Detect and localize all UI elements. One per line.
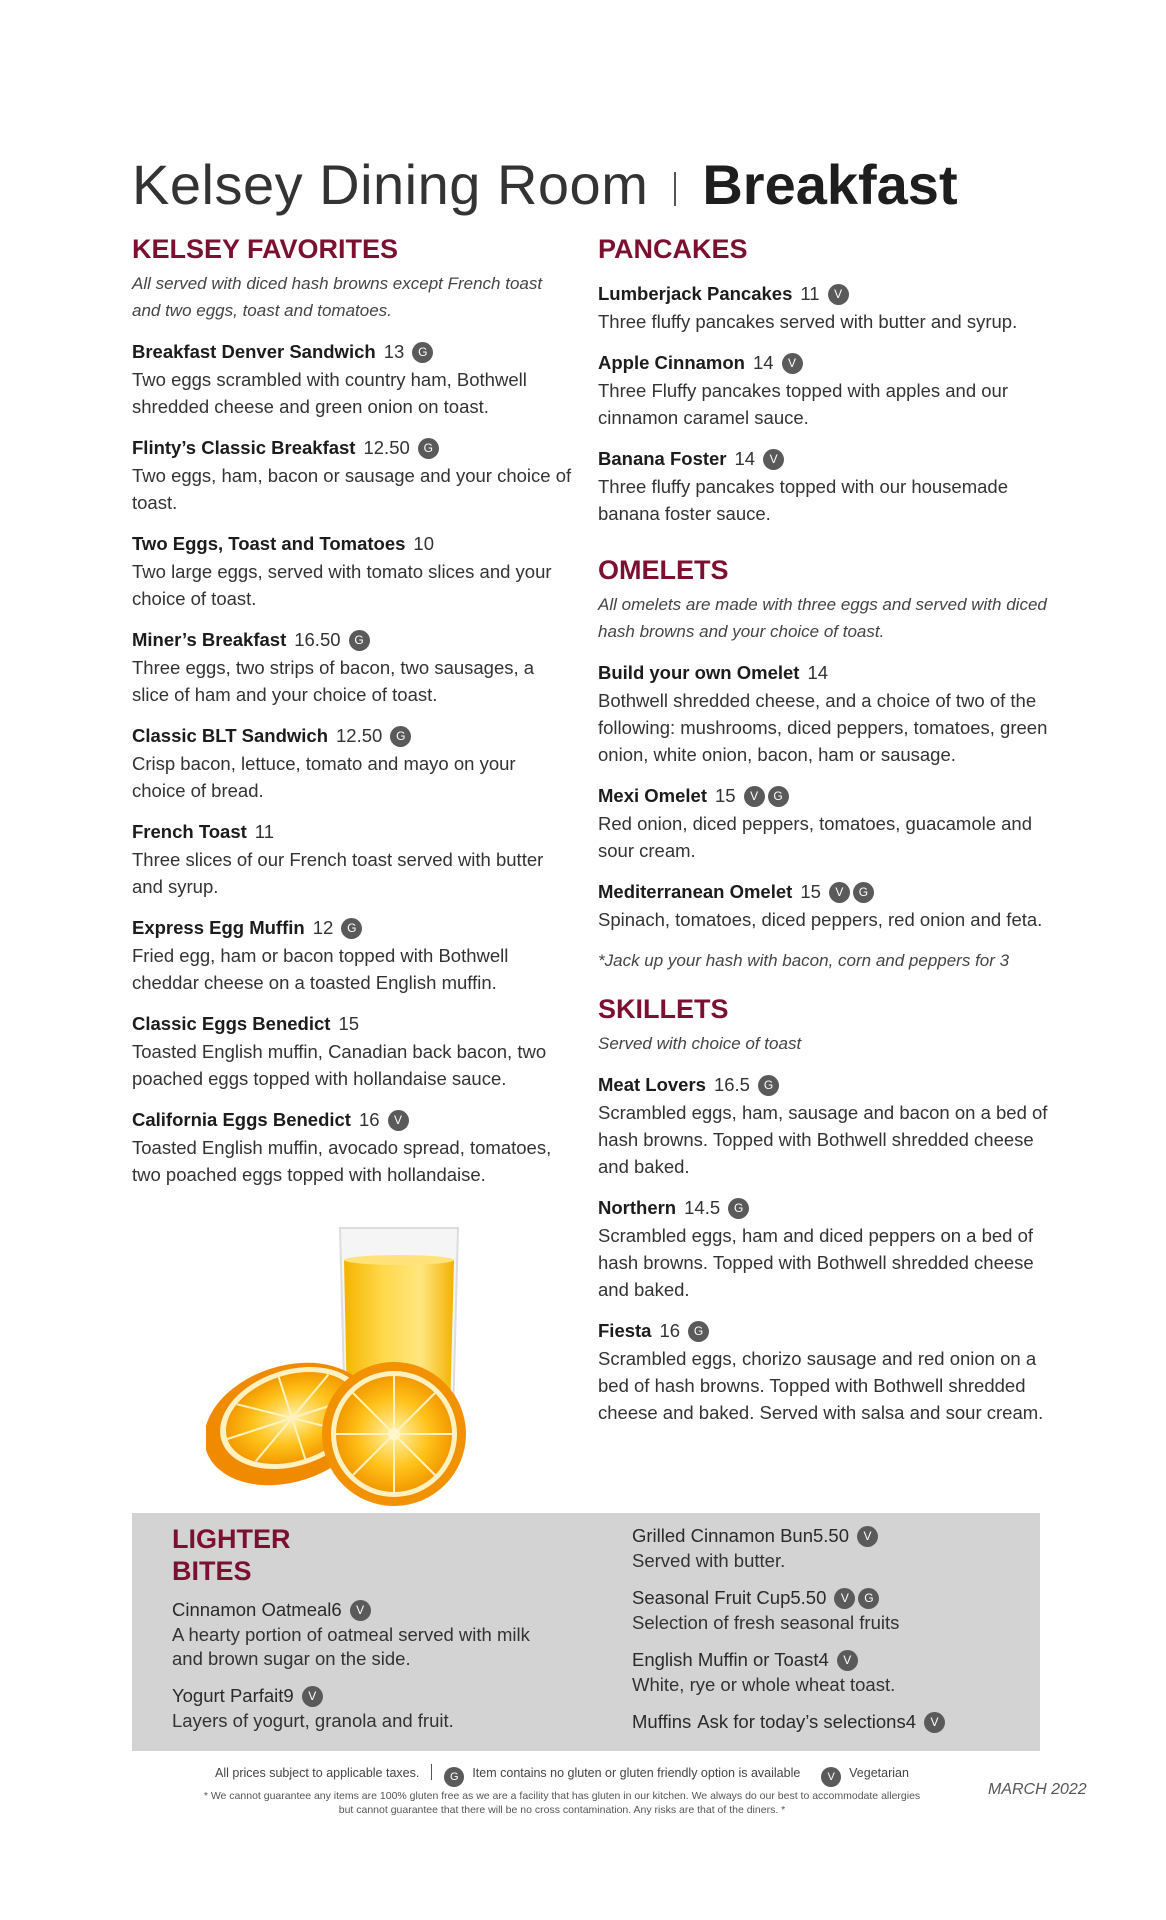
- section-omelets: [598, 553, 1048, 974]
- item-description: Three fluffy pancakes topped with our housemade banana foster sauce.: [598, 476, 1008, 524]
- menu-item: [172, 1597, 532, 1671]
- section-heading: LIGHTER BITES: [172, 1524, 291, 1586]
- menu-item-header: [632, 1523, 1022, 1549]
- vegetarian-badge-icon: V: [834, 1588, 855, 1609]
- menu-item-header: [632, 1647, 1022, 1673]
- gluten-legend-text: Item contains no gluten or gluten friendly option is available: [472, 1766, 801, 1780]
- menu-item-header: [132, 722, 572, 750]
- item-name: Two Eggs, Toast and Tomatoes: [132, 533, 406, 554]
- menu-item-header: [132, 434, 572, 462]
- menu-item: [632, 1647, 1022, 1697]
- item-price: 9: [283, 1685, 294, 1706]
- item-name: Flinty’s Classic Breakfast: [132, 437, 356, 458]
- section-heading: OMELETS: [598, 555, 729, 585]
- footer: [132, 1764, 992, 1817]
- menu-item: [632, 1709, 1022, 1735]
- item-price: 4: [905, 1711, 916, 1732]
- item-price: 11: [254, 821, 275, 842]
- menu-item: [632, 1585, 1022, 1635]
- menu-item-header: [132, 914, 572, 942]
- title-divider: [674, 172, 676, 206]
- item-description: Spinach, tomatoes, diced peppers, red onion and feta.: [598, 909, 1043, 930]
- item-price: 15: [338, 1013, 360, 1034]
- item-description: Toasted English muffin, avocado spread, tomatoes, two poached eggs topped with hollandaise.: [132, 1137, 552, 1185]
- menu-item-header: [598, 280, 1048, 308]
- section-heading: KELSEY FAVORITES: [132, 234, 399, 264]
- menu-list: [598, 280, 1048, 527]
- menu-item-header: [172, 1683, 532, 1709]
- section-kelsey-favorites: [132, 232, 572, 1188]
- menu-item: [598, 349, 1048, 431]
- menu-item-header: [132, 1010, 572, 1038]
- section-heading: SKILLETS: [598, 994, 729, 1024]
- item-price: 5.50: [790, 1587, 827, 1608]
- menu-item: [598, 280, 1048, 335]
- item-price: 5.50: [812, 1525, 849, 1546]
- vegetarian-badge-icon: V: [829, 882, 850, 903]
- gluten-friendly-badge-icon: G: [688, 1321, 709, 1342]
- gluten-friendly-badge-icon: G: [853, 882, 874, 903]
- gluten-friendly-badge-icon: G: [858, 1588, 879, 1609]
- item-name: Mexi Omelet: [598, 785, 707, 806]
- right-column: [598, 232, 1048, 1426]
- gluten-friendly-badge-icon: G: [728, 1198, 749, 1219]
- item-price: 12: [312, 917, 334, 938]
- footer-divider: [431, 1764, 432, 1780]
- menu-item-header: [132, 818, 572, 846]
- item-description: Toasted English muffin, Canadian back bacon, two poached eggs topped with hollandaise sauce.: [132, 1041, 547, 1089]
- gluten-friendly-badge-icon: G: [412, 342, 433, 363]
- title-meal: Breakfast: [702, 153, 958, 216]
- menu-item: [132, 1106, 572, 1188]
- item-name: Northern: [598, 1197, 677, 1218]
- item-description: Red onion, diced peppers, tomatoes, guacamole and sour cream.: [598, 813, 1033, 861]
- menu-list: [132, 338, 572, 1188]
- item-description: Scrambled eggs, chorizo sausage and red onion on a bed of hash browns. Topped with Bothwell shredded cheese and baked. Served with salsa and sour cream.: [598, 1348, 1044, 1423]
- menu-item: [598, 782, 1048, 864]
- item-price: 15: [715, 785, 736, 806]
- item-description: Three Fluffy pancakes topped with apples and our cinnamon caramel sauce.: [598, 380, 1008, 428]
- menu-item-header: [132, 626, 572, 654]
- item-name: Breakfast Denver Sandwich: [132, 341, 376, 362]
- item-name: Mediterranean Omelet: [598, 881, 793, 902]
- menu-item: [598, 1071, 1048, 1180]
- item-description: Two large eggs, served with tomato slices and your choice of toast.: [132, 561, 552, 609]
- item-price: 16: [358, 1109, 380, 1130]
- item-price: 16.50: [294, 629, 341, 650]
- item-name: Cinnamon Oatmeal: [172, 1599, 332, 1620]
- item-price: 16.5: [713, 1074, 750, 1095]
- menu-item-header: [172, 1597, 532, 1623]
- item-name: Seasonal Fruit Cup: [632, 1587, 791, 1608]
- menu-item-header: [598, 1317, 1048, 1345]
- left-column: [132, 232, 572, 1188]
- menu-date: MARCH 2022: [988, 1781, 1087, 1798]
- menu-item-header: [598, 349, 1048, 377]
- gluten-friendly-badge-icon: G: [768, 786, 789, 807]
- menu-item: [132, 914, 572, 996]
- item-description: Crisp bacon, lettuce, tomato and mayo on your choice of bread.: [132, 753, 516, 801]
- item-price: 16: [659, 1320, 681, 1341]
- menu-item-header: [598, 782, 1048, 810]
- item-price: 14: [734, 448, 756, 469]
- item-name: Fiesta: [598, 1320, 652, 1341]
- item-name: Grilled Cinnamon Bun: [632, 1525, 813, 1546]
- item-name: Yogurt Parfait: [172, 1685, 284, 1706]
- item-name: Banana Foster: [598, 448, 727, 469]
- gluten-friendly-badge-icon: G: [349, 630, 370, 651]
- menu-item: [132, 626, 572, 708]
- item-name: English Muffin or Toast: [632, 1649, 819, 1670]
- vegetarian-badge-icon: V: [782, 353, 803, 374]
- section-heading: PANCAKES: [598, 234, 748, 264]
- menu-item-header: [632, 1585, 1022, 1611]
- menu-item-header: [132, 530, 572, 558]
- vegetarian-badge-icon: V: [763, 449, 784, 470]
- menu-item-header: [598, 659, 1048, 687]
- menu-item-header: [632, 1709, 1022, 1735]
- menu-item: [598, 445, 1048, 527]
- vegetarian-badge-icon: V: [828, 284, 849, 305]
- menu-item: [132, 722, 572, 804]
- menu-item-header: [132, 1106, 572, 1134]
- vegetarian-badge-icon: V: [302, 1686, 323, 1707]
- menu-item: [598, 878, 1048, 933]
- item-name: California Eggs Benedict: [132, 1109, 351, 1130]
- lighter-bites-right-list: [632, 1523, 1022, 1747]
- lighter-bites-panel: [132, 1513, 1040, 1751]
- menu-item: [598, 1317, 1048, 1426]
- vegetarian-badge-icon: V: [350, 1600, 371, 1621]
- vegetarian-badge-icon: V: [821, 1767, 841, 1787]
- orange-half-right-icon: [322, 1362, 466, 1506]
- menu-item: [598, 659, 1048, 768]
- menu-item-header: [132, 338, 572, 366]
- orange-juice-illustration: [206, 1224, 496, 1506]
- item-price: 14: [752, 352, 774, 373]
- lighter-bites-left-list: [172, 1597, 532, 1745]
- item-name: Apple Cinnamon: [598, 352, 745, 373]
- item-price: 12.50: [336, 725, 383, 746]
- section-note: Served with choice of toast: [598, 1034, 802, 1053]
- vegetarian-badge-icon: V: [837, 1650, 858, 1671]
- title-venue: Kelsey Dining Room: [132, 153, 649, 216]
- section-note: All served with diced hash browns except French toast and two eggs, toast and tomatoes.: [132, 274, 543, 320]
- gluten-friendly-badge-icon: G: [444, 1767, 464, 1787]
- item-description: Scrambled eggs, ham and diced peppers on a bed of hash browns. Topped with Bothwell shredded cheese and baked.: [598, 1225, 1034, 1300]
- item-description: Two eggs, ham, bacon or sausage and your choice of toast.: [132, 465, 572, 513]
- menu-item-header: [598, 1071, 1048, 1099]
- taxes-note: All prices subject to applicable taxes.: [215, 1766, 420, 1780]
- item-description: White, rye or whole wheat toast.: [632, 1674, 896, 1695]
- page-title: [132, 150, 958, 220]
- menu-item: [132, 338, 572, 420]
- item-price: 15: [800, 881, 821, 902]
- item-name: Miner’s Breakfast: [132, 629, 287, 650]
- item-name: Lumberjack Pancakes: [598, 283, 793, 304]
- item-name: Meat Lovers: [598, 1074, 706, 1095]
- item-name: Classic BLT Sandwich: [132, 725, 329, 746]
- section-pancakes: [598, 232, 1048, 527]
- menu-item-header: [598, 878, 1048, 906]
- vegetarian-badge-icon: V: [744, 786, 765, 807]
- menu-item-header: [598, 1194, 1048, 1222]
- item-description: Layers of yogurt, granola and fruit.: [172, 1710, 454, 1731]
- item-description: Bothwell shredded cheese, and a choice of two of the following: mushrooms, diced peppers, tomatoes, green onion, white onion, bacon, ham or sausage.: [598, 690, 1048, 765]
- vegetarian-badge-icon: V: [388, 1110, 409, 1131]
- item-description: Fried egg, ham or bacon topped with Bothwell cheddar cheese on a toasted English muffin.: [132, 945, 509, 993]
- item-price: 14: [807, 662, 829, 683]
- item-name: Muffins: [632, 1711, 692, 1732]
- vegetarian-badge-icon: V: [924, 1712, 945, 1733]
- item-price: 12.50: [363, 437, 410, 458]
- menu-item: [132, 530, 572, 612]
- item-name: Express Egg Muffin: [132, 917, 305, 938]
- menu-item-header: [598, 445, 1048, 473]
- item-price: 4: [818, 1649, 829, 1670]
- item-description: Selection of fresh seasonal fruits: [632, 1612, 900, 1633]
- menu-item: [172, 1683, 532, 1733]
- item-price: 11: [800, 283, 820, 304]
- footer-legend: [132, 1764, 992, 1787]
- item-price: 6: [331, 1599, 342, 1620]
- menu-item: [598, 1194, 1048, 1303]
- item-description: Three slices of our French toast served with butter and syrup.: [132, 849, 544, 897]
- menu-item: [132, 1010, 572, 1092]
- gluten-friendly-badge-icon: G: [341, 918, 362, 939]
- item-name: Classic Eggs Benedict: [132, 1013, 331, 1034]
- vegetarian-badge-icon: V: [857, 1526, 878, 1547]
- item-price: 13: [383, 341, 405, 362]
- menu-item: [632, 1523, 1022, 1573]
- item-description: Three eggs, two strips of bacon, two sausages, a slice of ham and your choice of toast.: [132, 657, 535, 705]
- menu-list: [598, 1071, 1048, 1426]
- item-description: Served with butter.: [632, 1550, 786, 1571]
- menu-item: [132, 818, 572, 900]
- omelets-footnote: *Jack up your hash with bacon, corn and peppers for 3: [598, 951, 1010, 970]
- item-name: Build your own Omelet: [598, 662, 800, 683]
- vegetarian-legend-text: Vegetarian: [849, 1766, 909, 1780]
- item-description: Three fluffy pancakes served with butter and syrup.: [598, 311, 1018, 332]
- item-name: French Toast: [132, 821, 247, 842]
- item-price: 14.5: [684, 1197, 721, 1218]
- section-skillets: [598, 992, 1048, 1426]
- gluten-disclaimer: * We cannot guarantee any items are 100% gluten free as we are a facility that has gluten in our kitchen. We always do our best to accommodate allergies but cannot guarantee that there will be no cross contamination. Any risks are that of the diners. *: [203, 1790, 921, 1816]
- menu-list: [598, 659, 1048, 933]
- item-description: Two eggs scrambled with country ham, Bothwell shredded cheese and green onion on toast.: [132, 369, 527, 417]
- item-description: Scrambled eggs, ham, sausage and bacon on a bed of hash browns. Topped with Bothwell shredded cheese and baked.: [598, 1102, 1048, 1177]
- gluten-friendly-badge-icon: G: [390, 726, 411, 747]
- section-note: All omelets are made with three eggs and served with diced hash browns and your choice of toast.: [598, 595, 1047, 641]
- menu-item: [132, 434, 572, 516]
- item-price: 10: [413, 533, 434, 554]
- gluten-friendly-badge-icon: G: [418, 438, 439, 459]
- gluten-friendly-badge-icon: G: [758, 1075, 779, 1096]
- item-description: A hearty portion of oatmeal served with milk and brown sugar on the side.: [172, 1624, 530, 1669]
- item-note: Ask for today’s selections: [697, 1711, 906, 1732]
